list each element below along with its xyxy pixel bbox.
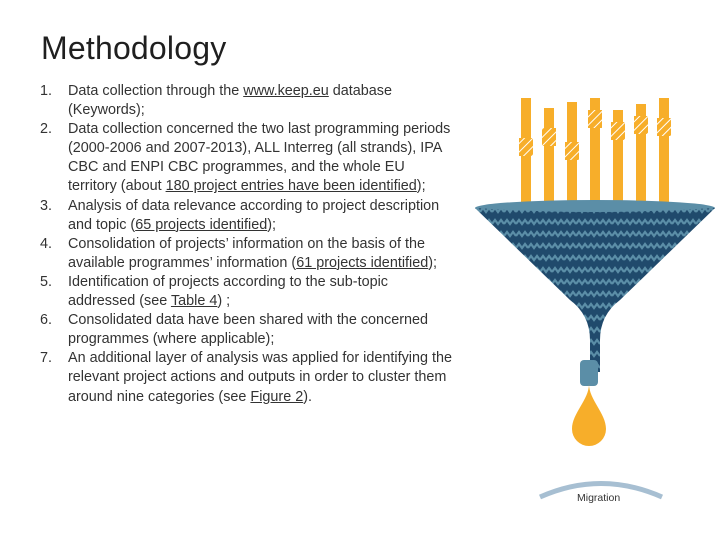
step-text: ); <box>428 254 438 271</box>
step-number: 6. <box>40 312 53 329</box>
droplet-icon <box>572 384 606 446</box>
step-text: Analysis of data relevance according to project description and topic ( <box>68 197 440 233</box>
step-link[interactable]: www.keep.eu <box>243 83 329 99</box>
step-link[interactable]: 65 projects identified <box>135 216 268 233</box>
step-number: 7. <box>40 350 53 367</box>
step-text: Data collection concerned the two last programming periods (2000-2006 and 2007-2013), ALL Interreg (all strands), IPA CBC and ENPI CBC programmes, and the whole EU territory (about <box>68 121 451 195</box>
step-text: Consolidation of projects’ information on the basis of the available programmes’ information ( <box>68 235 426 271</box>
caption-label: Migration <box>577 492 621 504</box>
page-title: Methodology <box>41 30 227 66</box>
step-link[interactable]: 61 projects identified <box>296 254 429 271</box>
step-link[interactable]: Table 4 <box>170 293 218 310</box>
step-text: An additional layer of analysis was applied for identifying the relevant project actions and outputs in order to cluster them around nine categories (see <box>68 350 452 405</box>
step-text: ). <box>303 388 312 405</box>
step-text: Identification of projects according to the sub-topic addressed (see <box>68 273 388 310</box>
step-number: 5. <box>40 273 53 290</box>
step-text: database (Keywords); <box>68 83 393 119</box>
step-number: 3. <box>40 197 53 214</box>
step-link[interactable]: 180 project entries have been identified <box>165 178 417 195</box>
step-number: 2. <box>40 121 53 138</box>
step-text: Data collection through the <box>68 83 244 99</box>
step-link[interactable]: Figure 2 <box>250 388 304 405</box>
step-text: ) ; <box>217 293 231 310</box>
step-text: ); <box>267 216 276 233</box>
step-number: 1. <box>40 83 53 99</box>
step-number: 4. <box>40 235 53 252</box>
step-text: Consolidated data have been shared with the concerned programmes (where applicable); <box>68 312 429 348</box>
step-text: ); <box>416 178 426 195</box>
